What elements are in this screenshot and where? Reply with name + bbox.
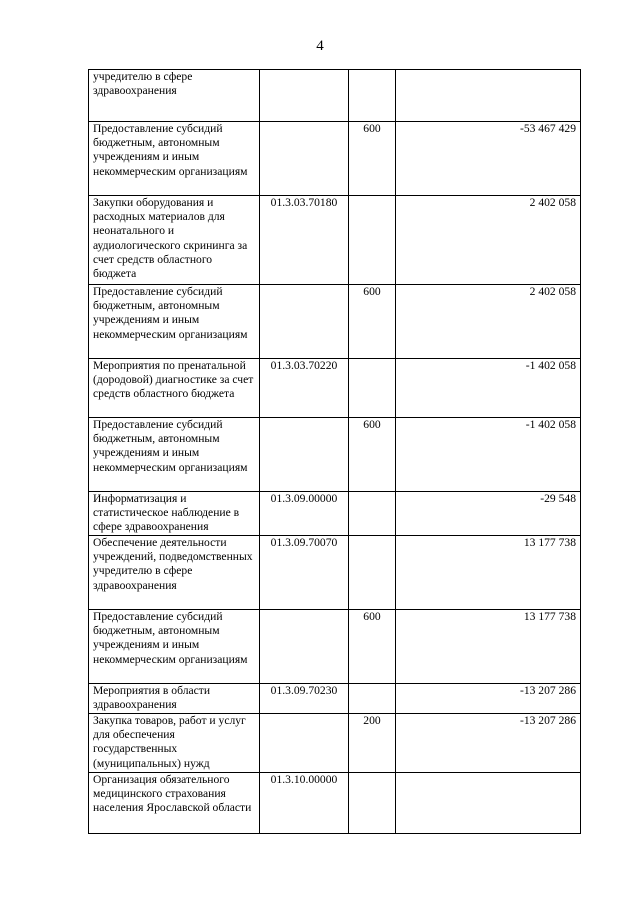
expense-type-cell: 600 <box>349 122 396 196</box>
table-row <box>89 492 581 536</box>
table-row <box>89 610 581 684</box>
table-row <box>89 285 581 359</box>
amount-cell <box>396 70 581 122</box>
table-row <box>89 714 581 773</box>
table-row <box>89 70 581 122</box>
expense-name-cell: Закупки оборудования и расходных материалов для неонатального и аудиологического скрининга за счет средств областного бюджета <box>89 196 260 285</box>
target-article-code-cell: 01.3.09.70230 <box>260 684 349 714</box>
expense-type-cell <box>349 70 396 122</box>
amount-cell: -53 467 429 <box>396 122 581 196</box>
expense-name-cell: Предоставление субсидий бюджетным, автономным учреждениям и иным некоммерческим организациям <box>89 610 260 684</box>
expense-type-cell <box>349 492 396 536</box>
target-article-code-cell: 01.3.10.00000 <box>260 773 349 834</box>
amount-cell: -13 207 286 <box>396 684 581 714</box>
target-article-code-cell: 01.3.03.70180 <box>260 196 349 285</box>
target-article-code-cell: 01.3.09.70070 <box>260 536 349 610</box>
amount-cell: 13 177 738 <box>396 610 581 684</box>
amount-cell: 2 402 058 <box>396 196 581 285</box>
expense-name-cell: Обеспечение деятельности учреждений, подведомственных учредителю в сфере здравоохранения <box>89 536 260 610</box>
expense-name-cell: учредителю в сфере здравоохранения <box>89 70 260 122</box>
expense-type-cell: 600 <box>349 418 396 492</box>
amount-cell: 13 177 738 <box>396 536 581 610</box>
expense-type-cell <box>349 359 396 418</box>
amount-cell <box>396 773 581 834</box>
expense-name-cell: Мероприятия по пренатальной (дородовой) диагностике за счет средств областного бюджета <box>89 359 260 418</box>
target-article-code-cell <box>260 285 349 359</box>
amount-cell: -13 207 286 <box>396 714 581 773</box>
expense-name-cell: Информатизация и статистическое наблюдение в сфере здравоохранения <box>89 492 260 536</box>
budget-table-body <box>89 70 581 834</box>
expense-type-cell <box>349 196 396 285</box>
amount-cell: -29 548 <box>396 492 581 536</box>
table-row <box>89 536 581 610</box>
target-article-code-cell <box>260 714 349 773</box>
table-row <box>89 122 581 196</box>
target-article-code-cell <box>260 610 349 684</box>
page-number: 4 <box>316 38 324 54</box>
table-row <box>89 418 581 492</box>
expense-name-cell: Организация обязательного медицинского страхования населения Ярославской области <box>89 773 260 834</box>
expense-type-cell: 200 <box>349 714 396 773</box>
target-article-code-cell: 01.3.03.70220 <box>260 359 349 418</box>
amount-cell: 2 402 058 <box>396 285 581 359</box>
target-article-code-cell <box>260 418 349 492</box>
expense-type-cell: 600 <box>349 610 396 684</box>
target-article-code-cell <box>260 122 349 196</box>
amount-cell: -1 402 058 <box>396 359 581 418</box>
table-row <box>89 359 581 418</box>
target-article-code-cell <box>260 70 349 122</box>
expense-name-cell: Закупка товаров, работ и услуг для обеспечения государственных (муниципальных) нужд <box>89 714 260 773</box>
expense-type-cell <box>349 684 396 714</box>
target-article-code-cell: 01.3.09.00000 <box>260 492 349 536</box>
table-row <box>89 773 581 834</box>
table-row <box>89 684 581 714</box>
expense-name-cell: Предоставление субсидий бюджетным, автономным учреждениям и иным некоммерческим организациям <box>89 418 260 492</box>
budget-table <box>88 69 581 834</box>
expense-name-cell: Предоставление субсидий бюджетным, автономным учреждениям и иным некоммерческим организациям <box>89 122 260 196</box>
expense-name-cell: Предоставление субсидий бюджетным, автономным учреждениям и иным некоммерческим организациям <box>89 285 260 359</box>
expense-name-cell: Мероприятия в области здравоохранения <box>89 684 260 714</box>
expense-type-cell: 600 <box>349 285 396 359</box>
expense-type-cell <box>349 773 396 834</box>
table-row <box>89 196 581 285</box>
expense-type-cell <box>349 536 396 610</box>
amount-cell: -1 402 058 <box>396 418 581 492</box>
